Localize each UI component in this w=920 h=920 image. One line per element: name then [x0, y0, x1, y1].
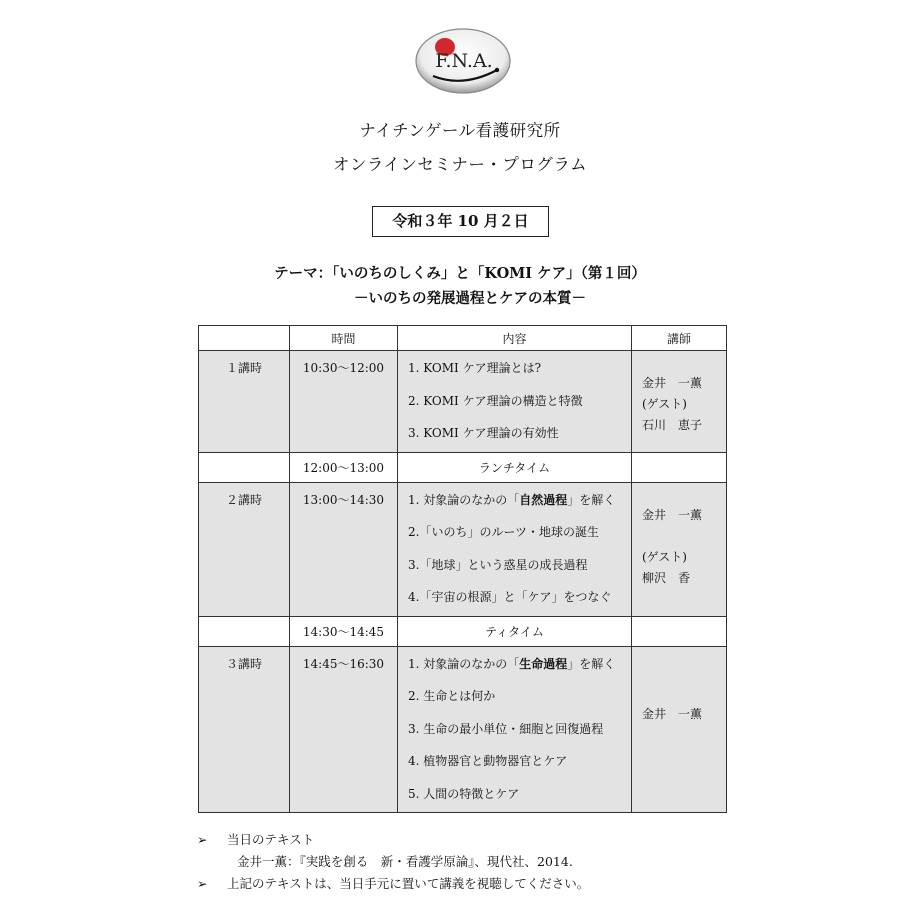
lecturer-line: (ゲスト)	[642, 397, 687, 411]
empty-cell	[632, 452, 727, 482]
header-cell: 内容	[398, 326, 632, 351]
break-row	[199, 616, 727, 646]
content-item-emphasis: 自然過程	[519, 492, 568, 507]
arrow-bullet-icon: ➢	[197, 876, 208, 891]
session-row	[199, 351, 727, 453]
lecturer-line: 金井 一薫	[642, 706, 703, 721]
session-content	[398, 351, 632, 453]
content-item: 4. 植物器官と動物器官とケア	[408, 754, 568, 768]
note-item	[197, 874, 589, 892]
content-item: 3.「地球」という惑星の成長過程	[408, 557, 588, 572]
lecturer-line: 金井 一薫	[642, 376, 703, 390]
table-header-row	[199, 326, 727, 351]
session-row	[199, 646, 727, 813]
header-cell	[199, 326, 290, 351]
lecturer-line: (ゲスト)	[642, 549, 687, 564]
session-lecturer	[632, 482, 727, 616]
break-label: ティタイム	[398, 616, 632, 646]
session-time: 10:30～12:00	[290, 351, 398, 453]
lecturer-line: 柳沢 香	[642, 570, 691, 585]
session-slot: ２講時	[199, 482, 290, 616]
session-slot: １講時	[199, 351, 290, 453]
empty-cell	[632, 616, 727, 646]
lecturer-line: 石川 恵子	[642, 418, 703, 432]
note-text: 当日のテキスト	[227, 832, 315, 847]
arrow-bullet-icon: ➢	[197, 832, 208, 847]
note-reference: 金井一薫：『実践を創る 新・看護学原論』、現代社、2014.	[237, 854, 573, 869]
fna-logo	[413, 26, 513, 96]
content-item: 5. 人間の特徴とケア	[408, 786, 520, 801]
content-item: 3. KOMI ケア理論の有効性	[408, 426, 559, 440]
content-item-emphasis: 生命過程	[519, 656, 568, 671]
theme-subtitle: －いのちの発展過程とケアの本質－	[354, 290, 586, 307]
content-item	[408, 650, 631, 683]
header-cell: 時間	[290, 326, 398, 351]
note-text: 上記のテキストは、当日手元に置いて講義を視聴してください。	[227, 876, 590, 891]
program-title: オンラインセミナー・プログラム	[332, 155, 588, 174]
session-content	[398, 482, 632, 616]
break-row	[199, 452, 727, 482]
lecturer-line	[642, 526, 726, 547]
session-lecturer	[632, 646, 727, 813]
empty-cell	[199, 616, 290, 646]
content-item	[408, 486, 631, 519]
lecturer-line: 金井 一薫	[642, 507, 703, 522]
session-time: 14:45～16:30	[290, 646, 398, 813]
org-name: ナイチンゲール看護研究所	[359, 121, 561, 140]
date-box: 令和３年 10 月２日	[372, 206, 549, 237]
content-item: 2. 生命とは何か	[408, 689, 496, 703]
content-item-post: 」を解く	[567, 492, 616, 507]
session-row	[199, 482, 727, 616]
break-label: ランチタイム	[398, 452, 632, 482]
content-item: 2.「いのち」のルーツ・地球の誕生	[408, 525, 599, 539]
note-item	[197, 830, 314, 848]
session-slot: ３講時	[199, 646, 290, 813]
content-item: 3. 生命の最小単位・細胞と回復過程	[408, 721, 604, 736]
header-cell: 講師	[632, 326, 727, 351]
schedule-table	[198, 325, 727, 813]
content-item: 4.「宇宙の根源」と「ケア」をつなぐ	[408, 590, 612, 604]
content-item: 1. KOMI ケア理論とは?	[408, 361, 542, 375]
logo-text: F.N.A.	[435, 50, 493, 72]
content-item: 2. KOMI ケア理論の構造と特徴	[408, 393, 583, 408]
break-time: 12:00～13:00	[290, 452, 398, 482]
empty-cell	[199, 452, 290, 482]
break-time: 14:30～14:45	[290, 616, 398, 646]
fna-logo-graphic	[413, 26, 513, 96]
content-item-pre: 1. 対象論のなかの「	[408, 656, 520, 671]
content-item-post: 」を解く	[567, 656, 616, 671]
theme-line: テーマ：「いのちのしくみ」と「KOMI ケア」（第１回）	[274, 265, 646, 282]
session-lecturer	[632, 351, 727, 453]
session-content	[398, 646, 632, 813]
session-time: 13:00～14:30	[290, 482, 398, 616]
content-item-pre: 1. 対象論のなかの「	[408, 492, 520, 507]
